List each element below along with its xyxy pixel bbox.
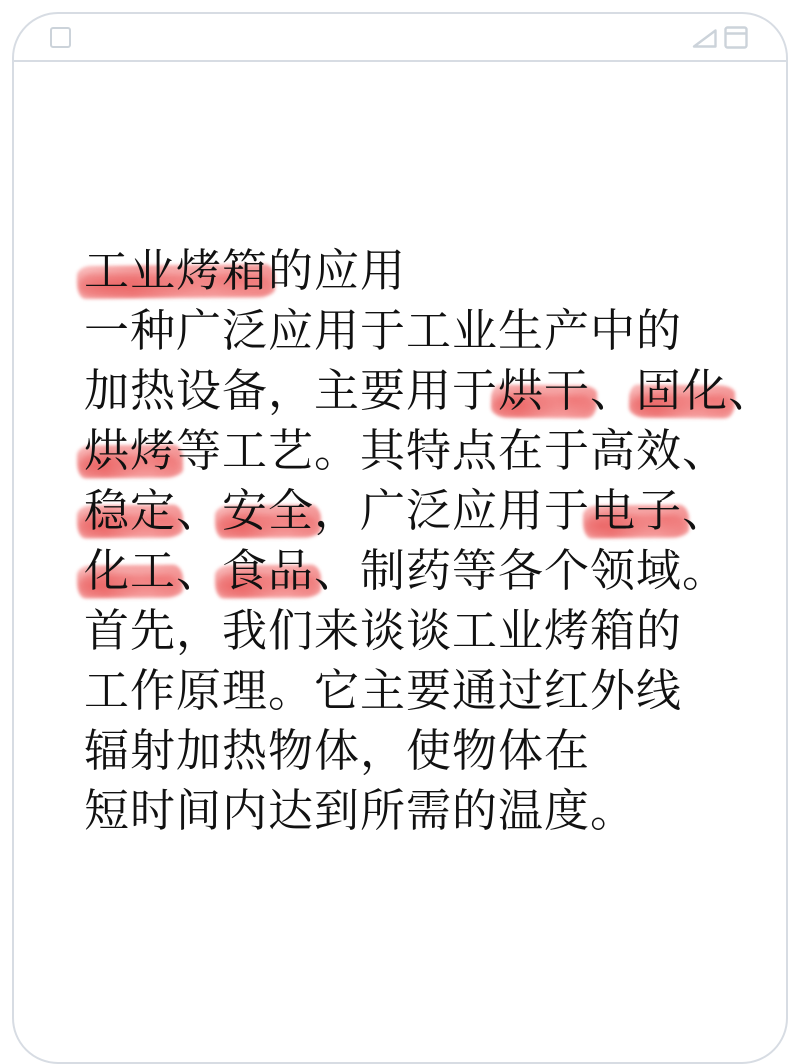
text-segment: 工作原理。它主要通过红外线 [84, 665, 683, 716]
highlighted-phrase: 稳定 [84, 481, 176, 541]
highlighted-phrase: 化工 [84, 541, 176, 601]
highlighted-phrase: 烘烤 [84, 421, 176, 481]
highlighted-phrase: 食品 [222, 541, 314, 601]
text-segment: 、 [176, 485, 223, 536]
header-right-icons [692, 26, 748, 49]
highlighted-phrase: 安全 [222, 481, 314, 541]
text-segment: 辐射加热物体，使物体在 [84, 725, 591, 776]
text-segment: 、制药等各个领域。 [314, 545, 729, 596]
text-line [84, 301, 766, 361]
text-line [84, 241, 766, 301]
text-segment: 、 [590, 365, 637, 416]
highlighted-phrase: 电子 [590, 481, 682, 541]
text-line [84, 781, 766, 841]
triangle-icon[interactable] [692, 28, 718, 49]
highlighted-phrase: 固化 [636, 361, 728, 421]
text-segment: 首先，我们来谈谈工业烤箱的 [84, 605, 683, 656]
text-line [84, 541, 766, 601]
text-segment: 的应用 [268, 245, 407, 296]
text-line [84, 601, 766, 661]
text-segment: 一种广泛应用于工业生产中的 [84, 305, 683, 356]
text-line [84, 721, 766, 781]
text-segment: 等工艺。其特点在于高效、 [176, 425, 729, 476]
highlighted-phrase: 工业烤箱 [84, 241, 268, 301]
text-line [84, 421, 766, 481]
text-line [84, 661, 766, 721]
text-line [84, 361, 775, 421]
note-card [12, 12, 788, 1064]
window-header [14, 14, 786, 62]
text-segment: 、 [682, 485, 729, 536]
text-segment: 、 [176, 545, 223, 596]
square-icon[interactable] [50, 27, 71, 48]
text-line [84, 481, 766, 541]
text-block [84, 241, 775, 841]
text-segment: ，广泛应用于 [314, 485, 591, 536]
text-segment: 加热设备，主要用于 [84, 365, 499, 416]
window-icon[interactable] [724, 26, 748, 49]
highlighted-phrase: 烘干 [498, 361, 590, 421]
text-segment: 、 [728, 365, 775, 416]
text-segment: 短时间内达到所需的温度。 [84, 785, 637, 836]
